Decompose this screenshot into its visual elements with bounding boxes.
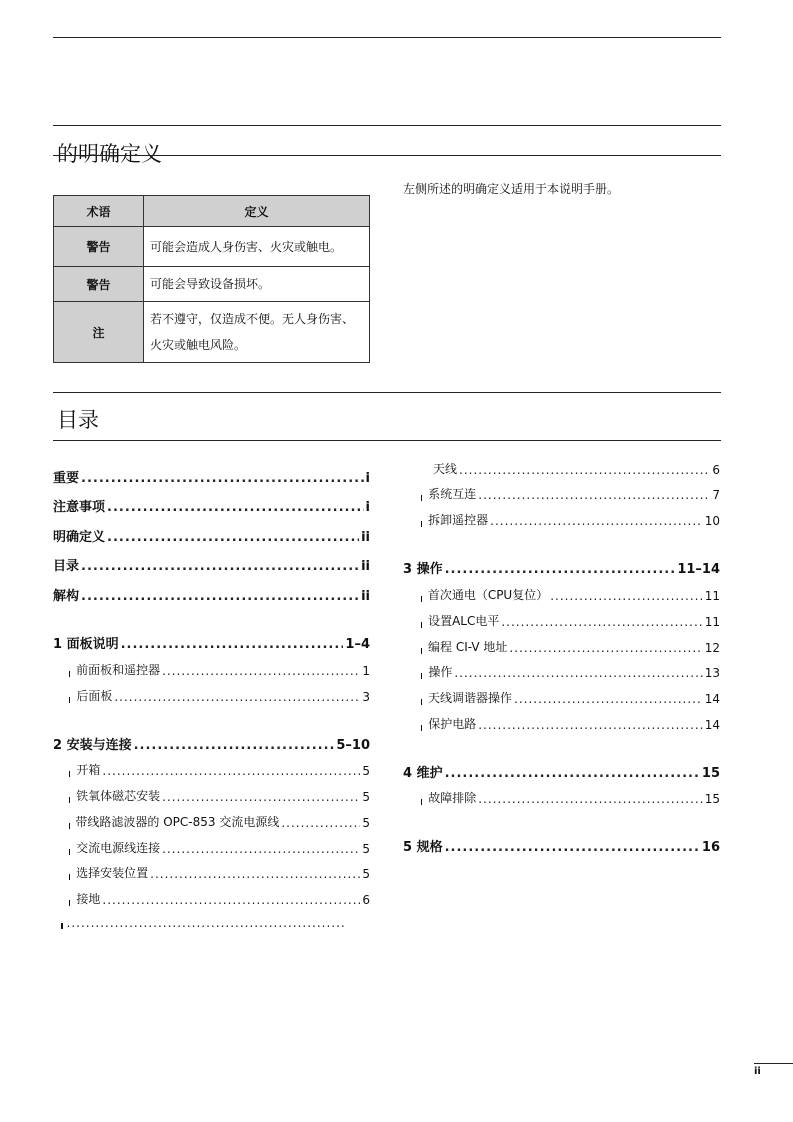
bullet-icon <box>421 648 422 654</box>
bullet-icon <box>421 622 422 628</box>
section-rule <box>53 392 721 393</box>
bullet-icon <box>69 900 70 906</box>
toc-chapter[interactable]: 4 维护 ..... 15 <box>403 762 720 781</box>
toc-sub-entry[interactable]: 操作 ..... 13 <box>421 663 720 680</box>
toc-title-rule <box>53 440 721 441</box>
toc-sub-entry[interactable]: 拆卸遥控器 ..... 10 <box>421 511 720 528</box>
toc-entry[interactable]: 目录 ..... ii <box>53 555 370 574</box>
page-number-rule <box>754 1063 793 1064</box>
toc-sub-entry[interactable]: 保护电路 ..... 14 <box>421 715 720 732</box>
toc-sub-entry[interactable]: 选择安装位置 ..... 5 <box>69 864 370 881</box>
toc-chapter[interactable]: 1 面板说明 ..... 1–4 <box>53 633 370 652</box>
bullet-icon <box>421 799 422 805</box>
toc-chapter[interactable]: 5 规格 ..... 16 <box>403 836 720 855</box>
bullet-icon <box>69 671 70 677</box>
toc-title: 目录 <box>57 408 99 432</box>
toc-sub-entry[interactable]: 前面板和遥控器 ..... 1 <box>69 661 370 678</box>
bullet-icon <box>69 797 70 803</box>
bullet-icon <box>69 697 70 703</box>
table-row <box>54 227 370 267</box>
bullet-icon <box>421 699 422 705</box>
toc-sub-entry[interactable]: 故障排除 ..... 15 <box>421 789 720 806</box>
toc-sub-entry[interactable]: 开箱 ..... 5 <box>69 761 370 778</box>
toc-sub-entry[interactable]: 系统互连 ..... 7 <box>421 485 720 502</box>
toc-entry[interactable]: 注意事项 ..... i <box>53 496 370 515</box>
bullet-icon <box>61 923 63 929</box>
col-def-header: 定义 <box>144 196 370 227</box>
bullet-icon <box>421 725 422 731</box>
toc-sub-entry[interactable]: 设置ALC电平 ..... 11 <box>421 612 720 629</box>
definition-cell: 若不遵守，仅造成不便。无人身伤害、火灾或触电风险。 <box>144 302 370 363</box>
bullet-icon <box>69 849 70 855</box>
title-strike-rule <box>53 155 721 156</box>
toc-chapter[interactable]: 3 操作 ..... 11–14 <box>403 558 720 577</box>
toc-sub-entry[interactable]: 天线 ..... 6 <box>433 460 720 477</box>
toc-sub-entry[interactable]: 编程 CI-V 地址 ..... 12 <box>421 638 720 655</box>
toc-sub-entry[interactable]: 天线调谐器操作 ..... 14 <box>421 689 720 706</box>
definitions-title: 的明确定义 <box>57 142 162 166</box>
term-cell: 警告 <box>54 227 144 267</box>
toc-sub-entry[interactable]: 交流电源线连接 ..... 5 <box>69 839 370 856</box>
top-rule <box>53 37 721 38</box>
term-cell: 注 <box>54 302 144 363</box>
col-term-header: 术语 <box>54 196 144 227</box>
toc-sub-entry[interactable]: 接地 ..... 6 <box>69 890 370 907</box>
definition-cell: 可能会导致设备损坏。 <box>144 267 370 302</box>
page-number: ii <box>754 1066 761 1077</box>
bullet-icon <box>421 596 422 602</box>
toc-sub-entry[interactable]: 带线路滤波器的 OPC-853 交流电源线 ..... 5 <box>69 813 370 830</box>
toc-sub-entry[interactable]: 首次通电（CPU复位） ..... 11 <box>421 586 720 603</box>
toc-entry[interactable]: 解构 ..... ii <box>53 585 370 604</box>
definition-cell: 可能会造成人身伤害、火灾或触电。 <box>144 227 370 267</box>
bullet-icon <box>69 874 70 880</box>
bullet-icon <box>421 521 422 527</box>
bullet-icon <box>69 771 70 777</box>
table-row <box>54 267 370 302</box>
term-cell: 警告 <box>54 267 144 302</box>
definitions-table <box>53 195 370 363</box>
bullet-icon <box>421 495 422 501</box>
section-rule <box>53 125 721 126</box>
toc-sub-entry[interactable] <box>61 916 348 930</box>
toc-sub-entry[interactable]: 铁氧体磁芯安装 ..... 5 <box>69 787 370 804</box>
definitions-note: 左侧所述的明确定义适用于本说明手册。 <box>403 182 620 196</box>
toc-entry[interactable]: 明确定义 ..... ii <box>53 526 370 545</box>
table-header-row <box>54 196 370 227</box>
bullet-icon <box>421 673 422 679</box>
toc-sub-entry[interactable]: 后面板 ..... 3 <box>69 687 370 704</box>
table-row <box>54 302 370 363</box>
toc-chapter[interactable]: 2 安装与连接 ..... 5–10 <box>53 734 370 753</box>
toc-entry[interactable]: 重要 ..... i <box>53 467 370 486</box>
